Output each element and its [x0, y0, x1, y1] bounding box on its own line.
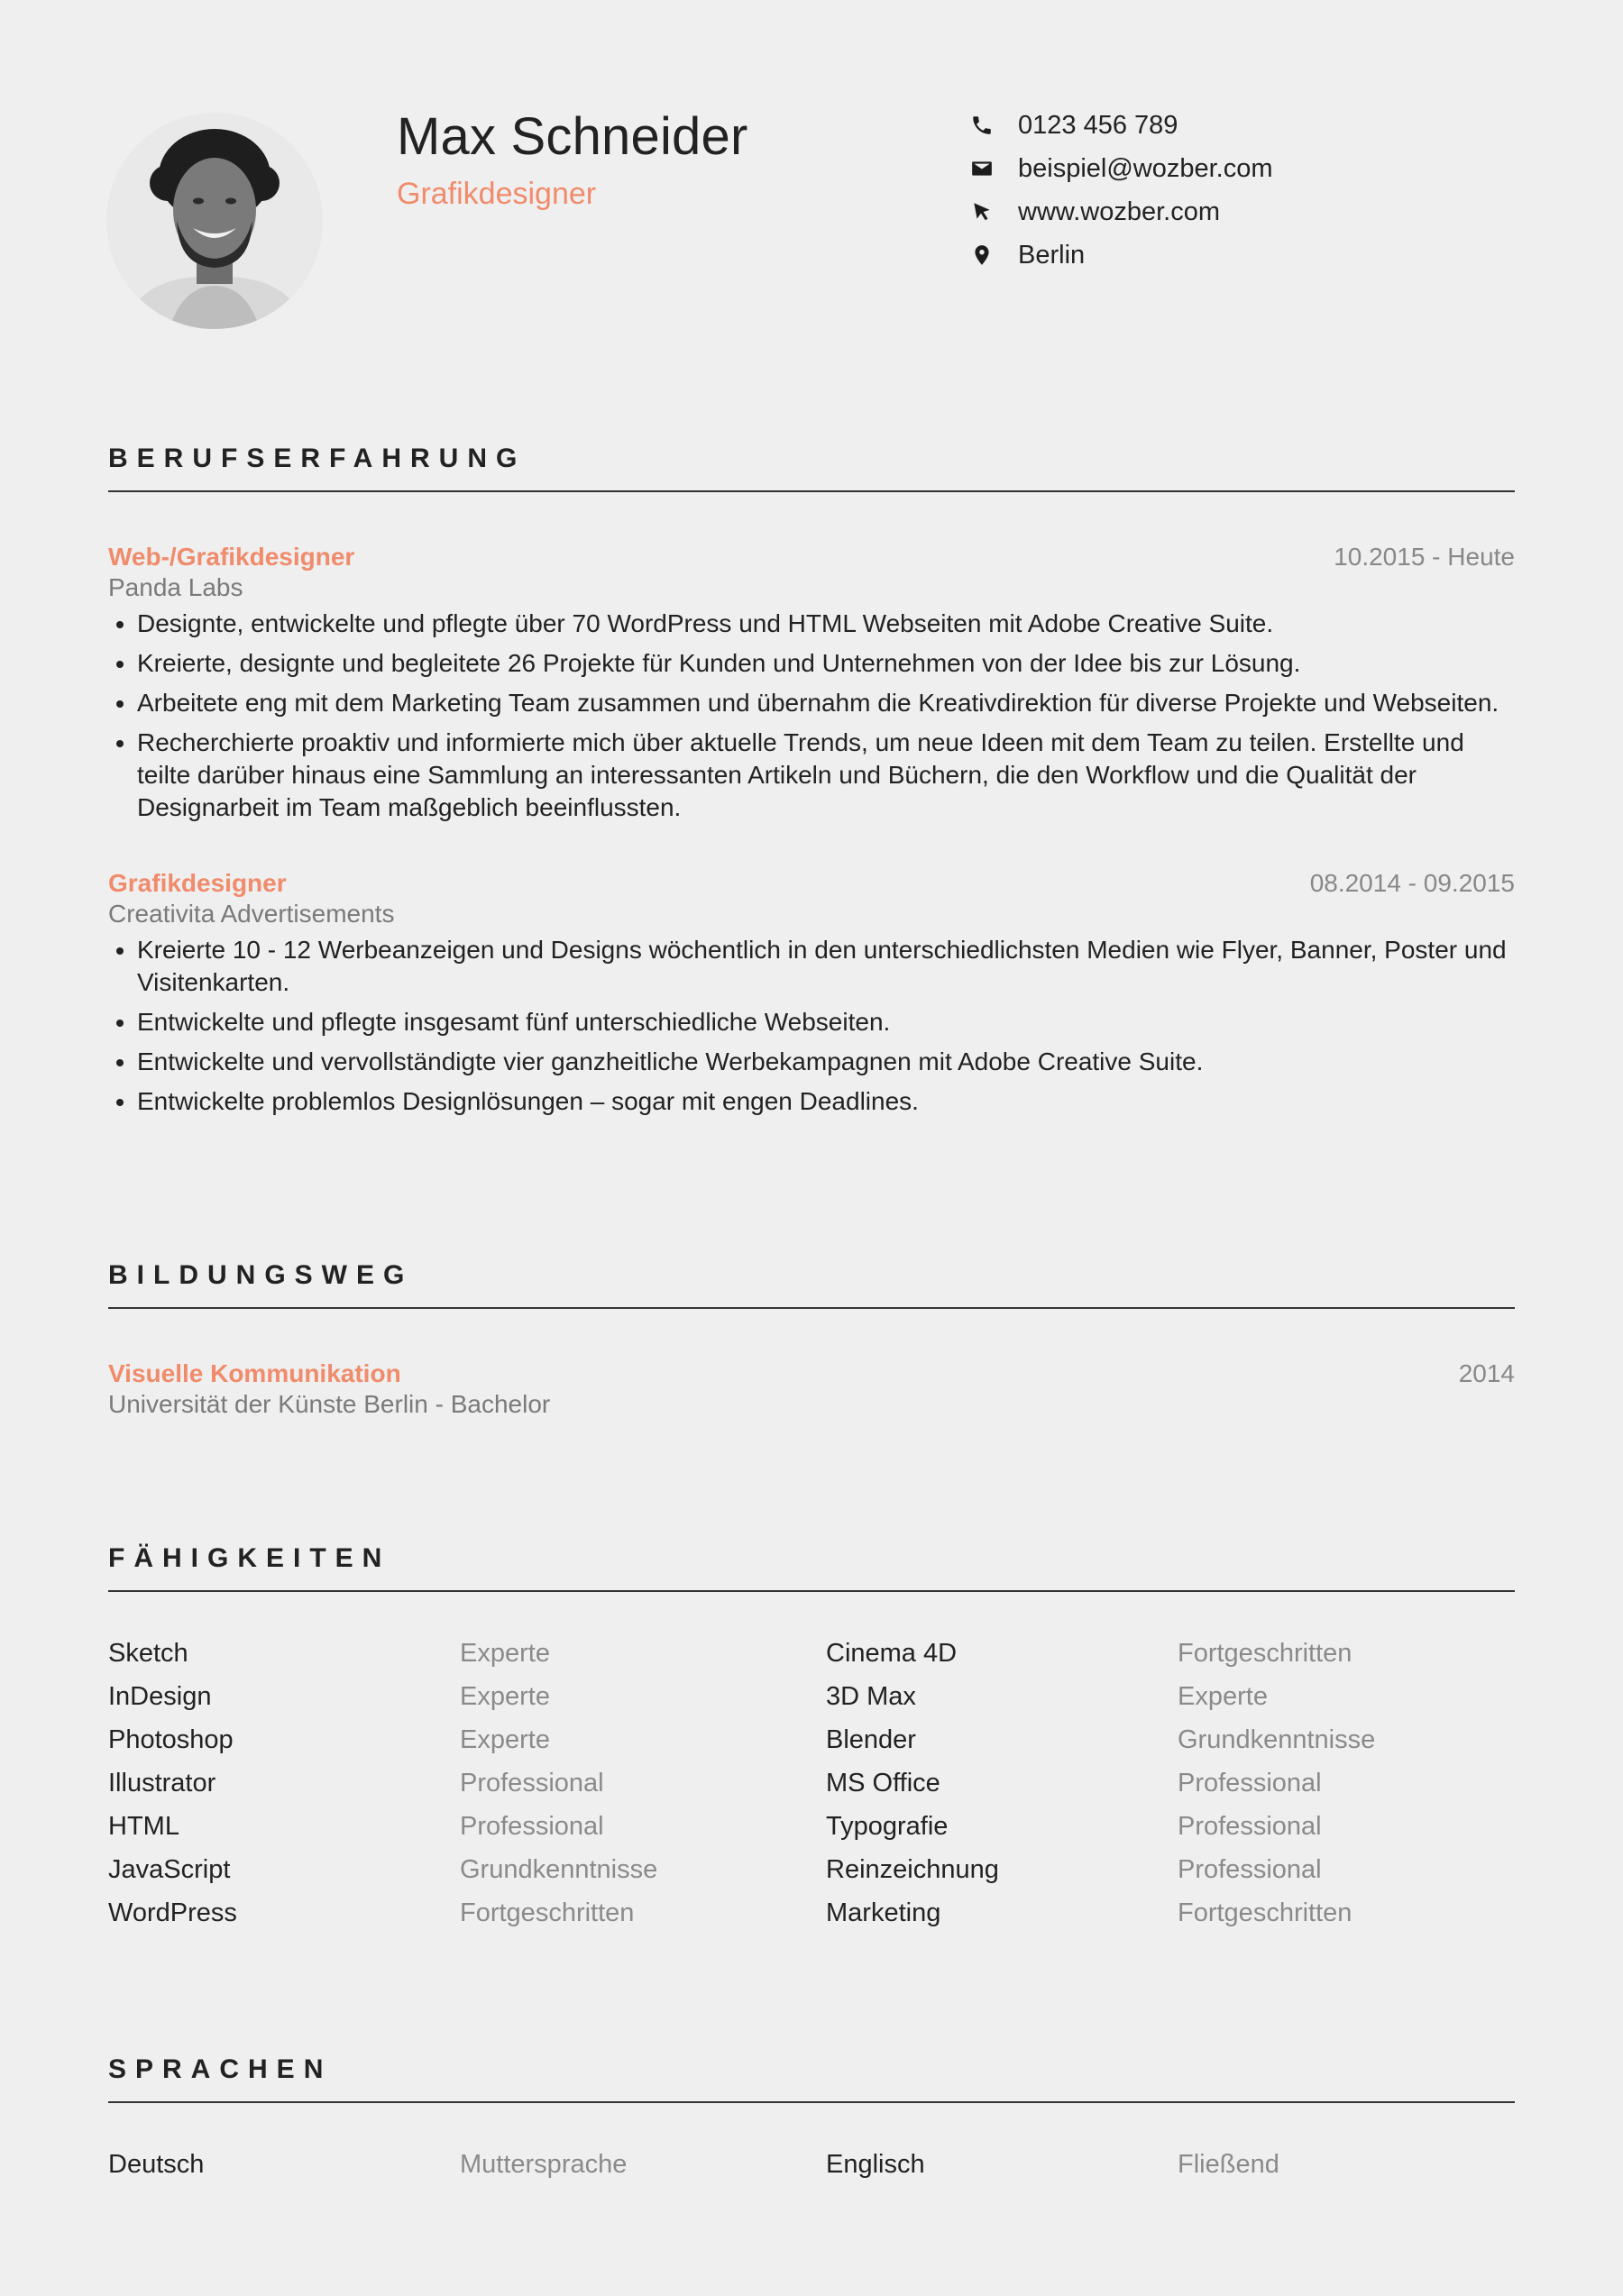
section-title-experience: BERUFSERFAHRUNG [108, 444, 1515, 492]
skill-name: Sketch [108, 1639, 188, 1668]
skill-row [108, 1898, 1515, 1942]
skill-name: Blender [826, 1725, 916, 1754]
job-company: Panda Labs [108, 573, 243, 601]
job-bullet: • Entwickelte und vervollständigte vier ganzheitliche Werbekampagnen mit Adobe Creative Suite. [137, 1046, 1515, 1078]
skill-name: Marketing [826, 1898, 941, 1927]
candidate-name: Max Schneider [397, 107, 748, 166]
job-bullet: • Entwickelte und pflegte insgesamt fünf unterschiedliche Webseiten. [137, 1006, 1515, 1038]
education-entry [108, 1359, 1515, 1419]
job-date: 10.2015 - Heute [1334, 543, 1515, 571]
skill-name: MS Office [826, 1769, 940, 1797]
phone-icon [969, 113, 995, 138]
education-title: Visuelle Kommunikation [108, 1359, 401, 1387]
avatar-illustration [106, 113, 323, 329]
skill-level: Experte [460, 1682, 550, 1711]
skill-row [108, 1769, 1515, 1812]
section-title-skills: FÄHIGKEITEN [108, 1543, 1515, 1592]
education-institution: Universität der Künste Berlin - Bachelor [108, 1390, 551, 1418]
skill-name: Reinzeichnung [826, 1855, 999, 1884]
skill-name: Illustrator [108, 1769, 216, 1797]
candidate-role: Grafikdesigner [397, 177, 597, 211]
skill-name: Cinema 4D [826, 1639, 958, 1668]
section-title-education: BILDUNGSWEG [108, 1260, 1515, 1309]
section-title-languages: SPRACHEN [108, 2054, 1515, 2103]
contact-email[interactable] [969, 147, 1273, 190]
language-name: Deutsch [108, 2150, 205, 2179]
skill-level: Professional [1178, 1769, 1322, 1797]
job-bullet: • Designte, entwickelte und pflegte über 70 WordPress und HTML Webseiten mit Adobe Creative Suite. [137, 608, 1515, 640]
skill-level: Experte [460, 1725, 550, 1754]
skill-name: Photoshop [108, 1725, 234, 1754]
skill-row [108, 1855, 1515, 1898]
job-bullet: • Arbeitete eng mit dem Marketing Team zusammen und übernahm die Kreativdirektion für diverse Projekte und Webseiten. [137, 687, 1515, 719]
job-bullet: • Kreierte 10 - 12 Werbeanzeigen und Designs wöchentlich in den unterschiedlichsten Medien wie Flyer, Banner, Poster und Visitenkarten. [137, 934, 1515, 999]
job-bullet: • Kreierte, designte und begleitete 26 Projekte für Kunden und Unternehmen von der Idee bis zur Lösung. [137, 647, 1515, 680]
skill-level: Fortgeschritten [1178, 1639, 1352, 1668]
skill-name: HTML [108, 1812, 179, 1841]
contact-email-text: beispiel@wozber.com [1018, 153, 1273, 183]
skill-row [108, 1725, 1515, 1769]
skill-name: WordPress [108, 1898, 237, 1927]
skill-level: Grundkenntnisse [1178, 1725, 1376, 1754]
skill-level: Professional [1178, 1855, 1322, 1884]
contact-location [969, 233, 1273, 277]
skill-level: Fortgeschritten [1178, 1898, 1352, 1927]
job-title: Web-/Grafikdesigner [108, 543, 355, 571]
skill-level: Professional [460, 1812, 604, 1841]
contact-phone-text: 0123 456 789 [1018, 110, 1178, 140]
skill-level: Professional [1178, 1812, 1322, 1841]
job-entry [108, 869, 1515, 1118]
location-pin-icon [969, 242, 995, 268]
contact-location-text: Berlin [1018, 240, 1086, 270]
skill-name: 3D Max [826, 1682, 916, 1711]
skill-level: Grundkenntnisse [460, 1855, 658, 1884]
skill-row [108, 1812, 1515, 1855]
job-title: Grafikdesigner [108, 869, 287, 897]
mail-icon [969, 156, 995, 181]
skill-level: Fortgeschritten [460, 1898, 635, 1927]
cursor-icon [969, 199, 995, 224]
job-date: 08.2014 - 09.2015 [1309, 869, 1515, 897]
language-name: Englisch [826, 2150, 925, 2179]
skill-level: Professional [460, 1769, 604, 1797]
section-experience [108, 444, 1515, 1125]
skills-grid [108, 1639, 1515, 1942]
job-entry [108, 543, 1515, 824]
job-bullet: • Entwickelte problemlos Designlösungen – sogar mit engen Deadlines. [137, 1085, 1515, 1118]
contact-website[interactable] [969, 190, 1273, 233]
skill-row [108, 1639, 1515, 1682]
language-level: Muttersprache [460, 2150, 628, 2179]
skill-level: Experte [1178, 1682, 1268, 1711]
education-date: 2014 [1458, 1359, 1515, 1387]
skill-name: InDesign [108, 1682, 212, 1711]
contact-phone[interactable] [969, 104, 1273, 147]
section-skills [108, 1543, 1515, 1942]
skill-name: Typografie [826, 1812, 949, 1841]
contact-list [969, 104, 1273, 277]
skill-level: Experte [460, 1639, 550, 1668]
language-level: Fließend [1178, 2150, 1279, 2179]
job-bullets [108, 608, 1515, 824]
skill-row [108, 1682, 1515, 1725]
section-languages [108, 2054, 1515, 2193]
profile-photo [106, 113, 323, 329]
job-bullet: • Recherchierte proaktiv und informierte mich über aktuelle Trends, um neue Ideen mit dem Team zu teilen. Erstellte und teilte darüber hinaus eine Sammlung an interessanten Artikeln und Büchern, die den Workflow und die Qualität der Designarbeit im Team maßgeblich beeinflussten. [137, 727, 1515, 824]
languages-grid [108, 2150, 1515, 2193]
job-company: Creativita Advertisements [108, 900, 395, 928]
job-bullets [108, 934, 1515, 1118]
language-row [108, 2150, 1515, 2193]
contact-website-text: www.wozber.com [1018, 197, 1221, 226]
section-education [108, 1260, 1515, 1419]
skill-name: JavaScript [108, 1855, 231, 1884]
